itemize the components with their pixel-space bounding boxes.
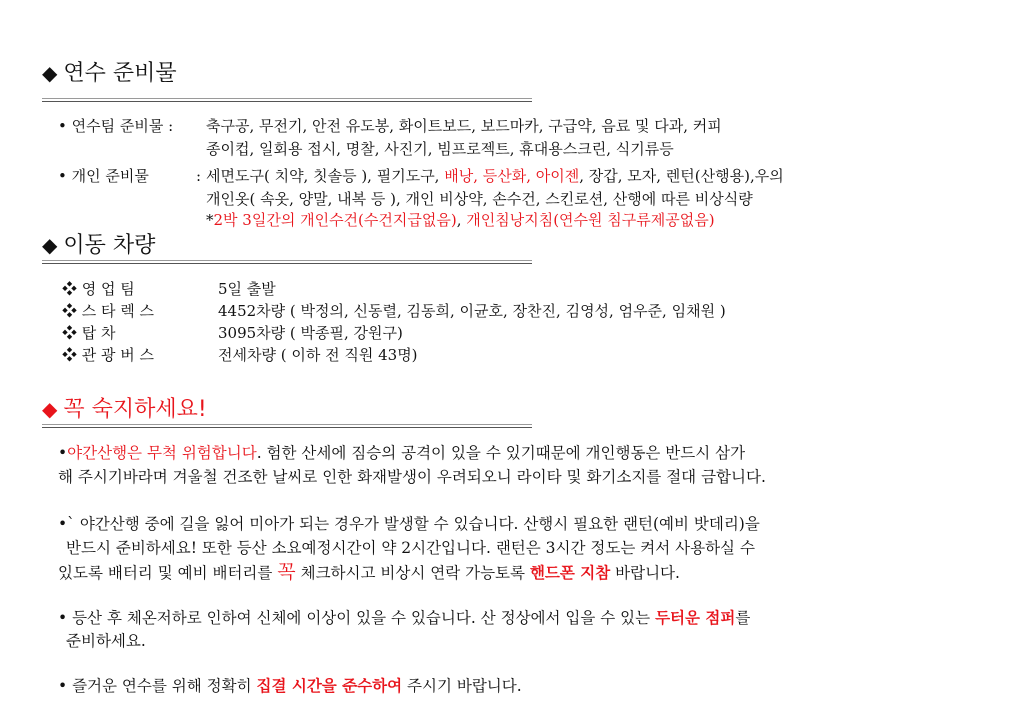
heading-notice-title: 꼭 숙지하세요! xyxy=(63,397,207,422)
personal-line1-rest: , 장갑, 모자, 렌턴(산행용),우의 xyxy=(579,167,784,185)
vehicle-row xyxy=(62,300,726,322)
notice-p1-text: . 험한 산세에 짐승의 공격이 있을 수 있기때문에 개인행동은 반드시 삼가 xyxy=(256,444,746,462)
night-hiking-warning: 야간산행은 무척 위험합니다 xyxy=(67,444,257,462)
vehicle-row xyxy=(62,322,403,344)
must-emphasis: 꼭 xyxy=(277,561,296,583)
vehicle-row xyxy=(62,278,276,300)
diamond-bullet-icon: ◆ xyxy=(42,397,58,421)
note-comma: , xyxy=(456,211,467,229)
personal-line1-text: 세면도구( 치약, 칫솔등 ), 필기도구, xyxy=(206,167,440,185)
diamond-bullet-icon: ◆ xyxy=(42,233,58,257)
sleeping-bag-note: 개인침낭지침(연수원 침구류제공없음) xyxy=(466,211,715,229)
on-time-notice: 집결 시간을 준수하여 xyxy=(256,676,403,695)
notice-paragraph-2-line1: •` 야간산행 중에 길을 잃어 미아가 되는 경우가 발생할 수 있습니다. 산행시 필요한 랜턴(예비 밧데리)을 xyxy=(58,515,760,533)
notice-paragraph-2-line3 xyxy=(58,561,680,585)
personal-items-line1 xyxy=(206,165,784,188)
notice-p4-text-b: 주시기 바랍니다. xyxy=(407,677,522,695)
notice-paragraph-3-line1 xyxy=(58,606,750,630)
notice-p2-text-a: 있도록 배터리 및 예비 배터리를 xyxy=(58,564,273,582)
bullet: • xyxy=(58,444,68,462)
diamond-bullet-icon: ◆ xyxy=(42,61,58,85)
team-label: • 연수팀 준비물 : xyxy=(58,117,174,135)
notice-paragraph-4 xyxy=(58,674,522,698)
personal-line1-highlight: 배낭, 등산화, 아이젠 xyxy=(444,167,580,185)
notice-p3-text-b: 를 xyxy=(735,609,751,627)
vehicle-label: ❖ 탑 차 xyxy=(62,324,116,342)
heading-prep-title: 연수 준비물 xyxy=(63,61,177,86)
phone-required: 핸드폰 지참 xyxy=(529,563,611,582)
heading-vehicles-title: 이동 차량 xyxy=(63,233,156,258)
personal-items-line3 xyxy=(206,209,715,232)
notice-paragraph-2-line2: 반드시 준비하세요! 또한 등산 소요예정시간이 약 2시간입니다. 랜턴은 3시간 정도는 켜서 사용하실 수 xyxy=(66,539,755,557)
notice-p4-text-a: • 즐거운 연수를 위해 정확히 xyxy=(58,677,252,695)
notice-p2-text-b: 체크하시고 비상시 연락 가능토록 xyxy=(300,564,525,582)
team-items-line1: 축구공, 무전기, 안전 유도봉, 화이트보드, 보드마카, 구급약, 음료 및 다과, 커피 xyxy=(206,117,722,135)
vehicle-value: 전세차량 ( 이하 전 직원 43명) xyxy=(218,346,418,364)
notice-paragraph-1-line2: 해 주시기바라며 겨울철 건조한 날씨로 인한 화재발생이 우려되오니 라이타 및 화기소지를 절대 금합니다. xyxy=(58,468,766,486)
team-items-line2: 종이컵, 일회용 접시, 명찰, 사진기, 빔프로젝트, 휴대용스크린, 식기류등 xyxy=(206,140,674,158)
towel-note: 2박 3일간의 개인수건(수건지급없음) xyxy=(213,211,457,229)
star-mark: * xyxy=(206,211,214,229)
vehicle-value: 4452차량 ( 박정의, 신동렬, 김동희, 이균호, 장찬진, 김영성, 엄우준, 임채원 ) xyxy=(218,302,726,320)
section-heading-notice xyxy=(42,396,207,423)
notice-p2-text-c: 바랍니다. xyxy=(615,564,680,582)
personal-items-line2: 개인옷( 속옷, 양말, 내복 등 ), 개인 비상약, 손수건, 스킨로션, 산행에 따른 비상식량 xyxy=(206,190,753,208)
vehicle-row xyxy=(62,344,418,366)
vehicle-label: ❖ 영 업 팀 xyxy=(62,280,135,298)
notice-paragraph-1-line1 xyxy=(58,442,745,465)
vehicle-label: ❖ 관 광 버 스 xyxy=(62,346,155,364)
vehicle-value: 3095차량 ( 박종필, 강원구) xyxy=(218,324,403,342)
section-heading-vehicles xyxy=(42,232,155,259)
personal-colon: : xyxy=(196,167,202,185)
notice-p3-text-a: • 등산 후 체온저하로 인하여 신체에 이상이 있을 수 있습니다. 산 정상에서 입을 수 있는 xyxy=(58,609,651,627)
thick-jacket: 두터운 점퍼 xyxy=(655,608,736,627)
vehicle-label: ❖ 스 타 렉 스 xyxy=(62,302,155,320)
notice-paragraph-3-line2: 준비하세요. xyxy=(66,632,146,650)
vehicle-value: 5일 출발 xyxy=(218,280,276,298)
personal-label: • 개인 준비물 xyxy=(58,167,149,185)
section-heading-prep xyxy=(42,60,177,87)
